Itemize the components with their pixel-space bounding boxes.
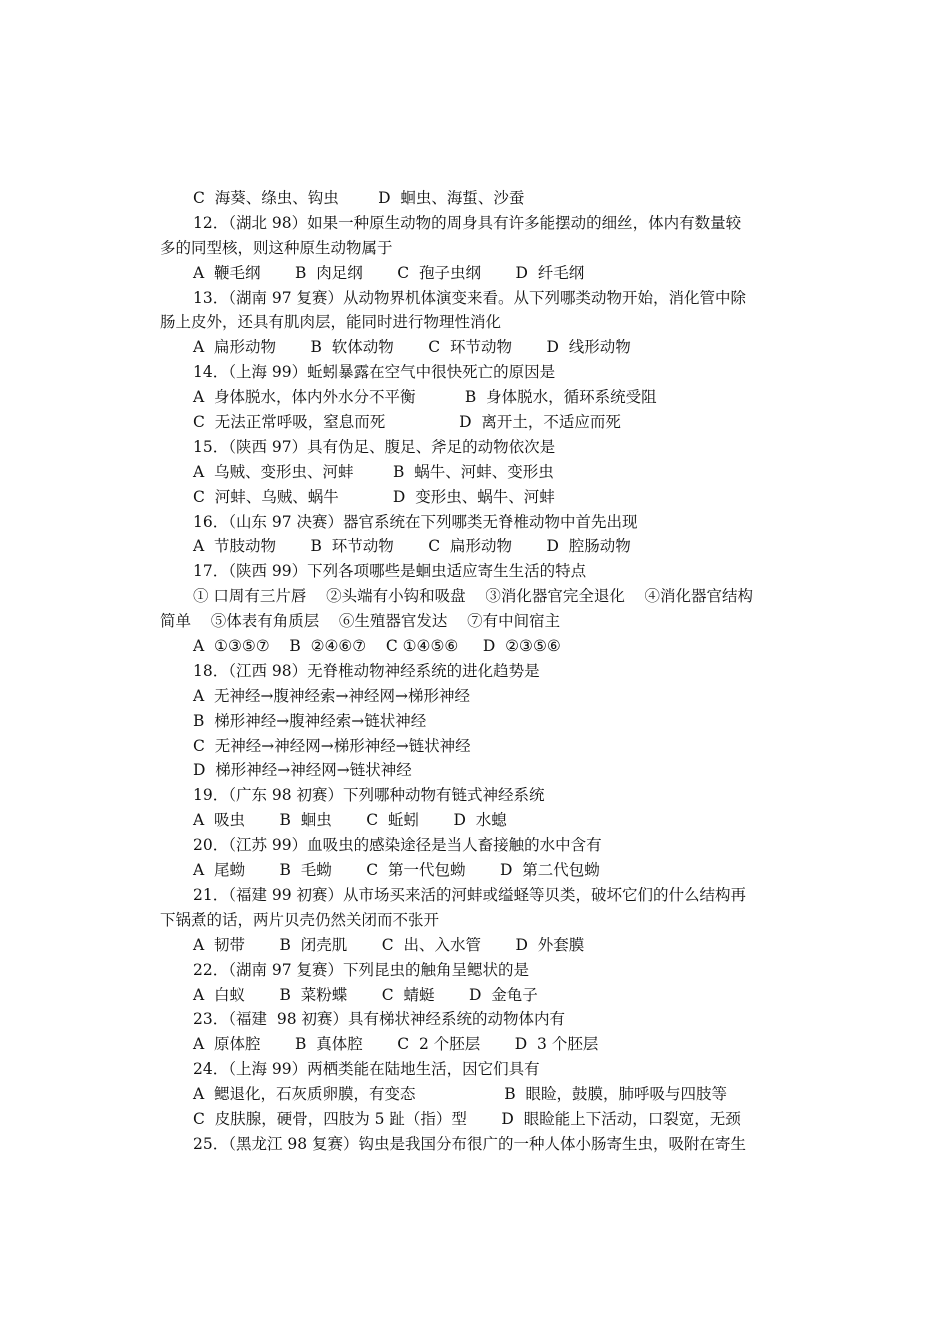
text-line: 12．（湖北 98）如果一种原生动物的周身具有许多能摆动的细丝，体内有数量较 [193, 213, 742, 232]
text-line: C 无神经→神经网→梯形神经→链状神经 [193, 736, 471, 755]
text-line: A ①③⑤⑦ B ②④⑥⑦ C ①④⑤⑥ D ②③⑤⑥ [193, 637, 561, 656]
text-line: 24．（上海 99）两栖类能在陆地生活，因它们具有 [193, 1060, 540, 1079]
text-line: 21．（福建 99 初赛）从市场买来活的河蚌或缢蛏等贝类，破坏它们的什么结构再 [193, 885, 747, 904]
text-line: C 河蚌、乌贼、蜗牛 D 变形虫、蜗牛、河蚌 [193, 487, 555, 506]
text-line: A 乌贼、变形虫、河蚌 B 蜗牛、河蚌、变形虫 [193, 462, 554, 481]
text-line: D 梯形神经→神经网→链状神经 [193, 761, 412, 780]
text-line: A 无神经→腹神经索→神经网→梯形神经 [193, 686, 471, 705]
text-line: A 尾蚴 B 毛蚴 C 第一代包蚴 D 第二代包蚴 [193, 861, 600, 880]
text-line: 25．（黑龙江 98 复赛）钩虫是我国分布很广的一种人体小肠寄生虫，吸附在寄生 [193, 1134, 747, 1153]
text-line: A 吸虫 B 蛔虫 C 蚯蚓 D 水螅 [193, 811, 507, 830]
text-line: A 身体脱水，体内外水分不平衡 B 身体脱水，循环系统受阻 [193, 388, 657, 407]
text-line: C 皮肤腺，硬骨，四肢为 5 趾（指）型 D 眼睑能上下活动，口裂宽，无颈 [193, 1109, 741, 1128]
text-line: A 扁形动物 B 软体动物 C 环节动物 D 线形动物 [193, 338, 631, 357]
text-line: ① 口周有三片唇 ②头端有小钩和吸盘 ③消化器官完全退化 ④消化器官结构 [193, 587, 754, 606]
text-line: 18．（江西 98）无脊椎动物神经系统的进化趋势是 [193, 661, 540, 680]
text-line: 17．（陕西 99）下列各项哪些是蛔虫适应寄生生活的特点 [193, 562, 587, 581]
text-line: A 鞭毛纲 B 肉足纲 C 孢子虫纲 D 纤毛纲 [193, 263, 585, 282]
text-line: 13．（湖南 97 复赛）从动物界机体演变来看。从下列哪类动物开始，消化管中除 [193, 288, 747, 307]
text-line: 22．（湖南 97 复赛）下列昆虫的触角呈鳃状的是 [193, 960, 530, 979]
text-line: 19．（广东 98 初赛）下列哪种动物有链式神经系统 [193, 786, 545, 805]
text-line: A 韧带 B 闭壳肌 C 出、入水管 D 外套膜 [193, 935, 585, 954]
text-line: 23．（福建 98 初赛）具有梯状神经系统的动物体内有 [193, 1010, 565, 1029]
text-line: C 海葵、绦虫、钩虫 D 蛔虫、海蜇、沙蚕 [193, 189, 525, 207]
text-line: 下锅煮的话，两片贝壳仍然关闭而不张开 [160, 910, 440, 929]
text-line: 14．（上海 99）蚯蚓暴露在空气中很快死亡的原因是 [193, 363, 556, 382]
text-line: 16．（山东 97 决赛）器官系统在下列哪类无脊椎动物中首先出现 [193, 512, 638, 531]
text-line: 肠上皮外，还具有肌肉层，能同时进行物理性消化 [160, 313, 502, 332]
question-text-block [160, 186, 796, 1157]
text-line: 15．（陕西 97）具有伪足、腹足、斧足的动物依次是 [193, 437, 556, 456]
text-line: A 原体腔 B 真体腔 C 2 个胚层 D 3 个胚层 [193, 1035, 599, 1054]
text-line: 多的同型核，则这种原生动物属于 [160, 238, 393, 257]
text-line: B 梯形神经→腹神经索→链状神经 [193, 711, 427, 730]
text-line: A 白蚁 B 菜粉蝶 C 蜻蜓 D 金龟子 [193, 985, 538, 1004]
text-line: 简单 ⑤体表有角质层 ⑥生殖器官发达 ⑦有中间宿主 [160, 612, 561, 631]
text-line: 20．（江苏 99）血吸虫的感染途径是当人畜接触的水中含有 [193, 836, 602, 855]
text-line: C 无法正常呼吸，窒息而死 D 离开土，不适应而死 [193, 413, 621, 432]
text-line: A 节肢动物 B 环节动物 C 扁形动物 D 腔肠动物 [193, 537, 631, 556]
text-line: A 鳃退化，石灰质卵膜，有变态 B 眼睑，鼓膜，肺呼吸与四肢等 [193, 1085, 727, 1104]
